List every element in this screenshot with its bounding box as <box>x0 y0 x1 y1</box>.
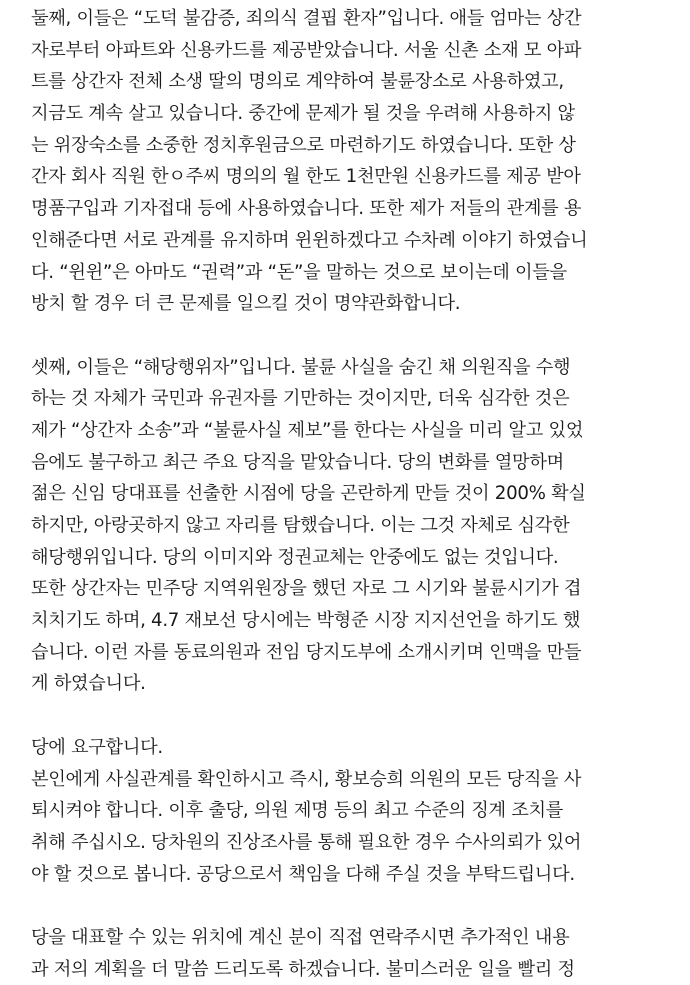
text-line: 인해준다면 서로 관계를 유지하며 윈윈하겠다고 수차례 이야기 하였습니 <box>31 229 588 251</box>
text-line: 야 할 것으로 봅니다. 공당으로서 책임을 다해 주실 것을 부탁드립니다. <box>31 863 575 885</box>
paragraph-third-point <box>31 352 662 701</box>
text-line: 는 위장숙소를 소중한 정치후원금으로 마련하기도 하였습니다. 또한 상 <box>31 134 576 156</box>
text-line: 젊은 신임 당대표를 선출한 시점에 당을 곤란하게 만들 것이 200% 확실 <box>31 483 586 505</box>
text-line: 트를 상간자 전체 소생 딸의 명의로 계약하여 불륜장소로 사용하였고, <box>31 71 564 93</box>
text-line: 해당행위입니다. 당의 이미지와 정권교체는 안중에도 없는 것입니다. <box>31 546 559 568</box>
paragraph-gap <box>31 700 662 732</box>
text-line: 또한 상간자는 민주당 지역위원장을 했던 자로 그 시기와 불륜시기가 겹 <box>31 578 582 600</box>
text-line: 명품구입과 기자접대 등에 사용하였습니다. 또한 제가 저들의 관계를 용 <box>31 198 582 220</box>
paragraph-closing <box>31 922 662 985</box>
text-line: 당에 요구합니다. <box>31 736 163 758</box>
text-line: 치치기도 하며, 4.7 재보선 당시에는 박형준 시장 지지선언을 하기도 했 <box>31 610 581 632</box>
text-line: 음에도 불구하고 최근 주요 당직을 맡았습니다. 당의 변화를 열망하며 <box>31 451 564 473</box>
text-line: 자로부터 아파트와 신용카드를 제공받았습니다. 서울 신촌 소재 모 아파 <box>31 39 582 61</box>
text-line: 지금도 계속 살고 있습니다. 중간에 문제가 될 것을 우려해 사용하지 않 <box>31 103 575 125</box>
text-line: 과 저의 계획을 더 말씀 드리도록 하겠습니다. 불미스러운 일을 빨리 정 <box>31 958 575 980</box>
text-line: 본인에게 사실관계를 확인하시고 즉시, 황보승희 의원의 모든 당직을 사 <box>31 768 582 790</box>
text-line: 다. “윈윈”은 아마도 “권력”과 “돈”을 말하는 것으로 보이는데 이들을 <box>31 261 567 283</box>
text-line: 하지만, 아랑곳하지 않고 자리를 탐했습니다. 이는 그것 자체로 심각한 <box>31 515 570 536</box>
paragraph-gap <box>31 890 662 922</box>
text-line: 셋째, 이들은 “해당행위자”입니다. 불륜 사실을 숨긴 채 의원직을 수행 <box>31 356 571 378</box>
text-line: 게 하였습니다. <box>31 673 146 695</box>
text-line: 제가 “상간자 소송”과 “불륜사실 제보”를 한다는 사실을 미리 알고 있었 <box>31 419 584 441</box>
text-line: 방치 할 경우 더 큰 문제를 일으킬 것이 명약관화합니다. <box>31 293 461 315</box>
text-line: 간자 회사 직원 한ㅇ주씨 명의의 월 한도 1천만원 신용카드를 제공 받아 <box>31 166 581 188</box>
text-line: 둘째, 이들은 “도덕 불감증, 죄의식 결핍 환자”입니다. 애들 엄마는 상간 <box>31 8 582 29</box>
paragraph-gap <box>31 320 662 352</box>
text-line: 취해 주십시오. 당차원의 진상조사를 통해 필요한 경우 수사의뢰가 있어 <box>31 831 582 853</box>
paragraph-second-point <box>31 3 662 320</box>
paragraph-demands <box>31 732 662 890</box>
text-line: 퇴시켜야 합니다. 이후 출당, 의원 제명 등의 최고 수준의 징계 조치를 <box>31 800 564 822</box>
text-line: 당을 대표할 수 있는 위치에 계신 분이 직접 연락주시면 추가적인 내용 <box>31 926 570 948</box>
text-line: 습니다. 이런 자를 동료의원과 전임 당지도부에 소개시키며 인맥을 만들 <box>31 641 582 663</box>
text-line: 하는 것 자체가 국민과 유권자를 기만하는 것이지만, 더욱 심각한 것은 <box>31 388 570 410</box>
